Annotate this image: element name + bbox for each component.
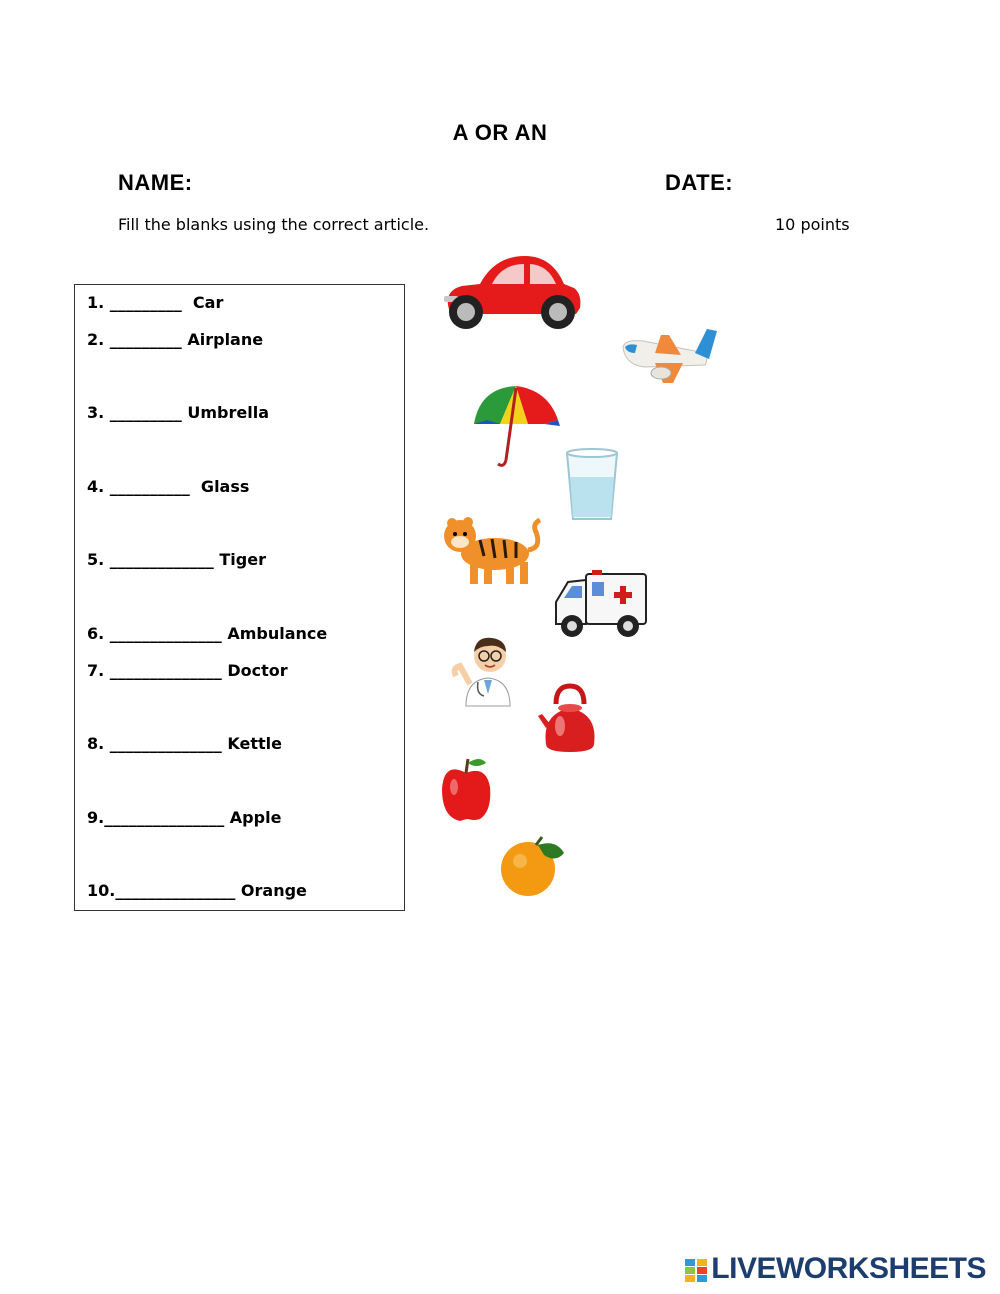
question-number: 8. (87, 734, 105, 753)
question-word: Kettle (227, 734, 282, 753)
answer-blank[interactable]: ______________ (104, 734, 228, 753)
instructions-text: Fill the blanks using the correct article. (118, 215, 430, 234)
worksheet-title: A OR AN (452, 120, 548, 145)
question-word: Airplane (187, 330, 264, 349)
question-word: Tiger (219, 550, 266, 569)
answer-blank[interactable]: _________ (104, 330, 188, 349)
umbrella-icon (470, 380, 565, 470)
answer-blank[interactable]: ______________ (104, 661, 228, 680)
apple-icon (440, 755, 495, 825)
question-word: Ambulance (227, 624, 328, 643)
question-word: Umbrella (187, 403, 269, 422)
question-9 (87, 808, 281, 827)
question-5 (87, 550, 266, 569)
date-label: DATE: (665, 170, 734, 195)
answer-blank[interactable]: ______________ (104, 624, 228, 643)
points-text: 10 points (775, 215, 850, 234)
question-word: Doctor (227, 661, 288, 680)
question-10 (87, 881, 307, 900)
question-number: 9. (87, 808, 105, 827)
glass-icon (562, 447, 622, 527)
question-7 (87, 661, 288, 680)
question-2 (87, 330, 263, 349)
answer-blank[interactable]: __________ (104, 477, 196, 496)
name-label: NAME: (118, 170, 193, 195)
answer-blank[interactable]: _________ (104, 403, 188, 422)
question-6 (87, 624, 327, 643)
ambulance-icon (552, 568, 652, 640)
question-number: 3. (87, 403, 105, 422)
question-word: Glass (195, 477, 250, 496)
question-1 (87, 293, 223, 312)
question-3 (87, 403, 269, 422)
logo-text: LIVEWORKSHEETS (711, 1252, 986, 1285)
question-number: 2. (87, 330, 105, 349)
question-word: Apple (229, 808, 282, 827)
car-icon (440, 250, 585, 335)
question-4 (87, 477, 249, 496)
answer-blank[interactable]: _______________ (115, 881, 241, 900)
orange-icon (498, 833, 568, 898)
answer-blank[interactable]: _____________ (104, 550, 220, 569)
question-number: 10. (87, 881, 116, 900)
kettle-icon (538, 682, 603, 757)
airplane-icon (615, 325, 720, 390)
answer-blank[interactable]: _______________ (104, 808, 230, 827)
question-8 (87, 734, 282, 753)
doctor-icon (448, 632, 528, 707)
question-number: 6. (87, 624, 105, 643)
question-number: 5. (87, 550, 105, 569)
logo-mark-icon (685, 1257, 707, 1281)
question-word: Car (187, 293, 224, 312)
question-word: Orange (240, 881, 307, 900)
liveworksheets-logo (685, 1252, 986, 1286)
question-number: 1. (87, 293, 105, 312)
question-number: 4. (87, 477, 105, 496)
tiger-icon (440, 510, 545, 590)
question-number: 7. (87, 661, 105, 680)
answer-blank[interactable]: _________ (104, 293, 188, 312)
